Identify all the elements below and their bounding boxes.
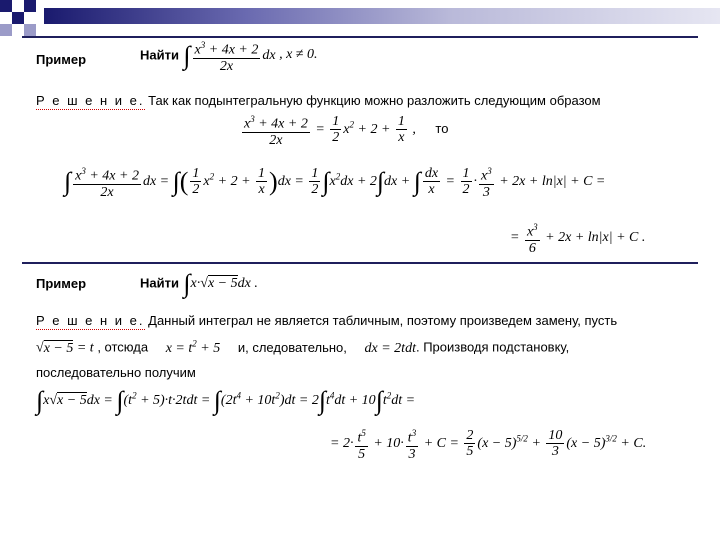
solution-sentence: Так как подынтегральную функцию можно разложить следующим образом — [148, 93, 601, 108]
task-1-formula: ∫ $\frac{x^3 + 4x + 2}{2x}$ dx — [183, 40, 280, 74]
hence-word: , отсюда — [97, 339, 149, 355]
decorative-header — [0, 0, 720, 40]
consequently-word: и, следовательно, — [237, 339, 347, 355]
substitution-result: = 2· $\frac{t^5}{5}$ + 10· $\frac{t^3}{3}$ + C = $\frac{2}{5}$ $(x - 5)^{5/2}$ + $\frac{10}{3}$ $(x - 5)^{3/2} + C$. — [330, 428, 647, 462]
gradient-band — [44, 8, 720, 24]
title-rule — [22, 36, 698, 38]
solution-label-2: Р е ш е н и е. — [36, 313, 145, 328]
substitution-line: √x − 5 = t , отсюда $x = t^2 + 5$ и, следовательно, dx = 2tdt. Производя подстановку, — [36, 338, 570, 356]
decomposition-formula: $\frac{x^3 + 4x + 2}{2x}$ = $\frac{1}{2}$ $x^2 + 2$ + $\frac{1}{x}$ , то — [244, 114, 449, 148]
solution-label: Р е ш е н и е. — [36, 93, 145, 108]
integral-result: = $\frac{x^3}{6}$ + 2x + ln|x| + C . — [510, 222, 646, 256]
example-1-solution-text — [36, 92, 601, 110]
section-rule — [22, 262, 698, 264]
example-2-task — [140, 271, 258, 297]
example-1-title: Пример — [36, 52, 87, 67]
substitution-word: . Производя подстановку, — [415, 339, 570, 355]
task-2-formula: ∫x·√x − 5dx . — [183, 269, 258, 298]
example-2-title: Пример — [36, 276, 87, 291]
task-1-condition: , x ≠ 0. — [279, 46, 318, 62]
to-word: то — [435, 121, 449, 137]
example-1-task — [140, 38, 318, 74]
find-label: Найти — [140, 47, 179, 63]
solution-sentence-2: Данный интеграл не является табличным, поэтому произведем замену, пусть — [148, 313, 618, 328]
find-label-2: Найти — [140, 275, 179, 291]
substitution-integral: $\int x√x - 5dx = \int(t^2 + 5)\cdot t\cdot 2tdt = \int(2t^4 + 10t^2)dt = 2\int t^4dt + 10\int t^2dt$ = — [36, 386, 416, 415]
sequential-text: последовательно получим — [36, 365, 196, 380]
example-2-solution-text — [36, 312, 617, 330]
integral-expansion: ∫ $\frac{x^3 + 4x + 2}{2x}$ dx = ∫( $\frac{1}{2}$ $x^2 + 2$ + $\frac{1}{x}$ )dx = $\frac{1}{2}$ $\int x^2dx + 2\int dx$ + ∫ $\frac{dx}{x}$ = $\frac{1}{2}$ · $\frac{x^3}{3}$ + 2x + ln|x| + C = — [64, 166, 606, 200]
